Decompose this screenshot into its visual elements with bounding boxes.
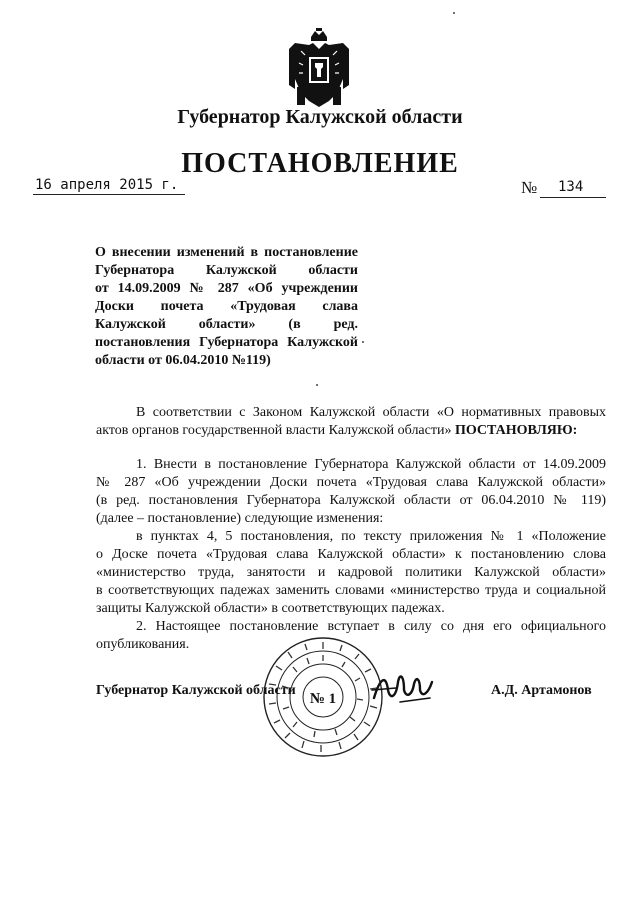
- item-line: защиты Калужской области» в соответствующих падежах.: [96, 601, 445, 616]
- handwritten-signature: [370, 668, 436, 706]
- subject-line: Калужской области» (в ред.: [95, 317, 358, 332]
- preamble-line: [96, 422, 606, 440]
- item-line: в пунктах 4, 5 постановления, по тексту приложения № 1 «Положение: [136, 529, 606, 544]
- item-line: «министерство труда, занятости и кадровой политики Калужской области»: [96, 565, 606, 580]
- document-number-sign: №: [521, 178, 538, 197]
- decree-items: [96, 456, 606, 654]
- subject-line: от 14.09.2009 № 287 «Об учреждении: [95, 281, 358, 296]
- document-number: 134: [558, 179, 584, 195]
- signatory-name: А.Д. Артамонов: [491, 683, 592, 698]
- preamble-decree-word: ПОСТАНОВЛЯЮ:: [454, 423, 578, 438]
- scan-speck: [453, 12, 455, 14]
- preamble-text: актов органов государственной власти Калужской области»: [96, 423, 452, 438]
- item-line: опубликования.: [96, 637, 190, 652]
- subject-line: Губернатора Калужской области: [95, 263, 358, 278]
- subject-line: Доски почета «Трудовая слава: [95, 299, 358, 314]
- number-underline: [540, 197, 606, 198]
- item-line: 2. Настоящее постановление вступает в силу со дня его официального: [136, 619, 606, 634]
- subject-line: О внесении изменений в постановление: [95, 245, 358, 260]
- subject-line: области от 06.04.2010 №119): [95, 353, 271, 368]
- item-line: в соответствующих падежах заменить словами «министерство труда и социальной: [96, 583, 606, 598]
- item-line: о Доске почета «Трудовая слава Калужской области» к постановлению слова: [96, 547, 606, 562]
- preamble-line: В соответствии с Законом Калужской области «О нормативных правовых: [136, 405, 606, 420]
- scan-speck: [362, 341, 364, 343]
- document-subject: [95, 244, 358, 370]
- document-type-title: ПОСТАНОВЛЕНИЕ: [181, 148, 459, 179]
- item-line: 1. Внести в постановление Губернатора Калужской области от 14.09.2009: [136, 457, 606, 472]
- subject-line: постановления Губернатора Калужской: [95, 335, 358, 350]
- issuing-authority: Губернатор Калужской области: [177, 106, 463, 128]
- preamble-paragraph: [96, 404, 606, 440]
- stamp-number: № 1: [309, 691, 337, 707]
- document-date: 16 апреля 2015 г.: [35, 177, 179, 193]
- item-line: № 287 «Об учреждении Доски почета «Трудовая слава Калужской области»: [96, 475, 606, 490]
- item-line: (в ред. постановления Губернатора Калужской области от 06.04.2010 № 119): [96, 493, 606, 508]
- item-line: (далее – постановление) следующие изменения:: [96, 511, 384, 526]
- date-underline: [33, 194, 185, 195]
- scan-speck: [316, 384, 318, 386]
- coat-of-arms-emblem: [287, 27, 351, 111]
- signatory-title: Губернатор Калужской области: [96, 683, 296, 698]
